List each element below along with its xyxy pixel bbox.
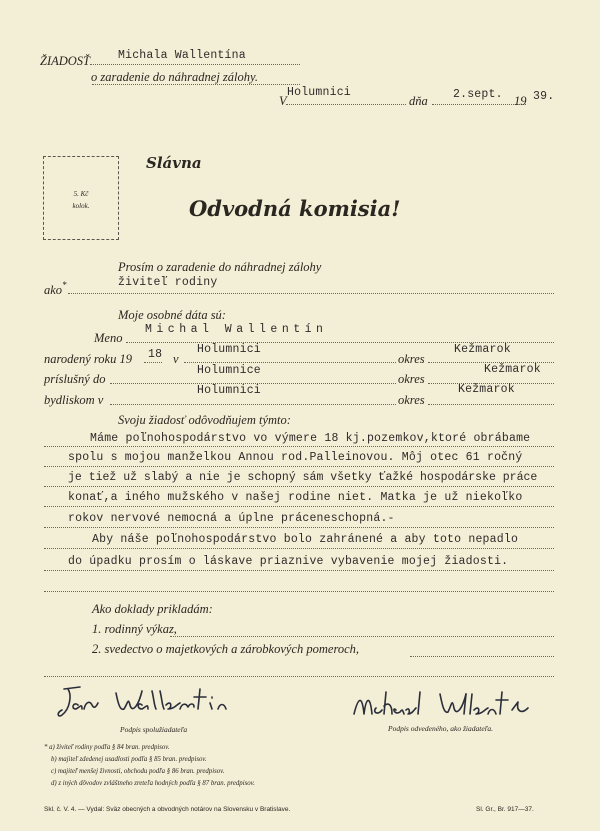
justification-line-3: je tiež už slabý a nie je schopný sám všetky ťažké hospodárske práce [68, 471, 538, 484]
document-rule-3 [44, 676, 554, 677]
as-line [68, 293, 554, 294]
document-rule-1 [170, 636, 554, 637]
born-year: 18 [148, 348, 163, 361]
document-rule-2 [410, 656, 554, 657]
born-place-line [184, 362, 396, 363]
born-year-line [144, 362, 162, 363]
footer-publisher: Skl. č. V. 4. — Vydal: Sväz obecných a obvodných notárov na Slovensku v Bratislave. [44, 806, 291, 813]
justification-rule-1 [44, 446, 554, 447]
residence-place-line [110, 404, 396, 405]
born-in-label: v [173, 352, 179, 366]
applicant-name: Michala Wallentína [118, 49, 246, 62]
as-label: ako [44, 283, 63, 297]
justification-line-6: Aby náše poľnohospodárstvo bolo zahránené a aby toto nepadlo [92, 533, 519, 546]
subtitle-line [92, 84, 300, 85]
stamp-box [43, 156, 119, 240]
request-intro: Prosím o zaradenie do náhradnej zálohy [118, 260, 322, 274]
justification-line-7: do úpadku prosím o láskave priaznive vybavenie mojej žiadosti. [68, 555, 509, 568]
belongs-district: Kežmarok [484, 363, 541, 376]
born-place: Holumnici [197, 343, 261, 356]
justification-line-2: spolu s mojou manželkou Annou rod.Palleinovou. Môj otec 61 ročný [68, 451, 523, 464]
residence-district: Kežmarok [458, 383, 515, 396]
ziadost-label: ŽIADOSŤ [40, 54, 91, 68]
applicant-caption: Podpis odvedeného, ako žiadateľa. [388, 724, 493, 733]
justification-rule-4 [44, 506, 554, 507]
as-marker: * [62, 280, 67, 290]
residence-label: bydliskom v [44, 393, 104, 407]
born-label: narodený roku 19 [44, 352, 132, 366]
justification-rule-5 [44, 527, 554, 528]
as-value: živiteľ rodiny [118, 276, 218, 289]
justification-line-5: rokov nervové nemocná a úplne práceneschopná.- [68, 512, 395, 525]
form-subtitle: o zaradenie do náhradnej zálohy. [91, 70, 259, 84]
co-applicant-signature [54, 683, 254, 727]
documents-heading: Ako doklady prikladám: [92, 602, 213, 616]
belongs-label: príslušný do [44, 372, 106, 386]
footer-print-code: Sl. Gr., Br. 917—37. [476, 806, 534, 813]
document-item-1: 1. rodinný výkaz, [92, 622, 177, 636]
justification-rule-7 [44, 570, 554, 571]
salutation-title: Odvodná komisia! [189, 196, 401, 221]
place-line [286, 104, 406, 105]
personal-heading: Moje osobné dáta sú: [118, 308, 226, 322]
justification-rule-2 [44, 466, 554, 467]
date-label: dňa [409, 94, 428, 108]
year-prefix: 19 [514, 94, 527, 108]
stamp-amount: 5. Kč [73, 190, 89, 198]
justification-heading: Svoju žiadosť odôvodňujem týmto: [118, 413, 291, 427]
year-suffix: 39. [533, 90, 555, 103]
justification-rule-8 [44, 591, 554, 592]
belongs-place: Holumnice [197, 364, 261, 377]
stamp-label: kolok. [72, 202, 90, 210]
date-line [432, 104, 526, 105]
co-applicant-caption: Podpis spolužiadateľa [120, 725, 188, 734]
footnote-d: d) z iných dôvodov zvláštneho zreteľa hodných podľa § 87 bran. predpisov. [51, 780, 255, 787]
residence-place: Holumnici [197, 384, 261, 397]
born-district-label: okres [398, 352, 425, 366]
place-prefix: V [279, 94, 287, 108]
justification-rule-3 [44, 486, 554, 487]
footnote-a: * a) živiteľ rodiny podľa § 84 bran. predpisov. [44, 744, 170, 751]
applicant-name-line [90, 64, 300, 65]
belongs-district-label: okres [398, 372, 425, 386]
residence-district-line [428, 404, 554, 405]
footnote-c: c) majiteľ menšej živnosti, obchodu podľa § 86 bran. predpisov. [51, 768, 225, 775]
born-district: Kežmarok [454, 343, 511, 356]
footnote-b: b) majiteľ zdedenej usadlosti podľa § 85 bran. predpisov. [51, 756, 207, 763]
document-item-2: 2. svedectvo o majetkových a zárobkových pomeroch, [92, 642, 360, 656]
salutation-line1: Slávna [146, 154, 202, 172]
place-value: Holumnici [287, 86, 351, 99]
date-value: 2.sept. [453, 88, 503, 101]
name-label: Meno [94, 331, 123, 345]
justification-rule-6 [44, 548, 554, 549]
name-value: Michal Wallentín [145, 323, 328, 336]
justification-line-1: Máme poľnohospodárstvo vo výmere 18 kj.pozemkov,ktoré obrábame [90, 432, 531, 445]
justification-line-4: konať,a iného mužského v našej rodine niet. Matka je už niekoľko [68, 491, 523, 504]
residence-district-label: okres [398, 393, 425, 407]
